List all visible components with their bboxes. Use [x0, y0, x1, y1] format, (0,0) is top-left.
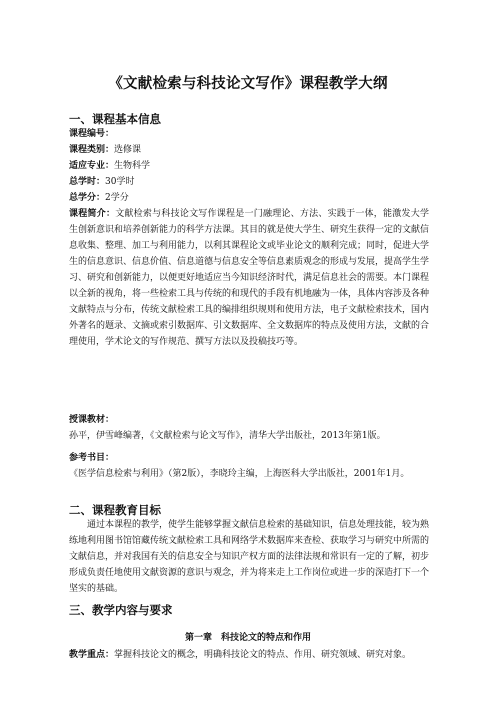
course-intro-text: 文献检索与科技论文写作课程是一门融理论、方法、实践于一体，能激发大学生创新意识和培养创新能力的科学方法课。其目的就是使大学生、研究生获得一定的文献信息收集、整理、加工与利用能力，以利其课程论文或毕业论文的顺利完成；同时，促进大学生的信息意识、信息价值、信息道德与信息安全等信息素质观念的形成与发展，提高学生学习、研究和创新能力，以便更好地适应当今知识经济时代，满足信息社会的需要。本门课程以全新的视角，将一些检索工具与传统的和现代的手段有机地融为一体，具体内容涉及各种文献特点与分布，传统文献检索工具的编排组织规则和使用方法，电子文献检索技术，国内外著名的题录、文摘或索引数据库、引文数据库、全文数据库的特点及使用方法，文献的合理使用，学术论文的写作规范、撰写方法以及投稿技巧等。: [69, 209, 430, 347]
section-heading-basic-info: 一、课程基本信息: [69, 112, 161, 126]
objectives-text: 通过本课程的教学，使学生能够掌握文献信息检索的基础知识，信息处理技能，较为熟练地利用图书馆馆藏传统文献检索工具和网络学术数据库来查检、获取学习与研究中所需的文献信息，并对我国有关的信息安全与知识产权方面的法律法规和常识有一定的了解，初步形成负责任地使用文献资源的意识与观念，并为将来走上工作岗位或进一步的深造打下一个坚实的基础。: [69, 520, 430, 594]
section-heading-objectives: 二、课程教育目标: [69, 503, 161, 517]
reference-label: 参考书目：: [69, 453, 115, 463]
major-line: [69, 158, 150, 174]
document-title: 《文献检索与科技论文写作》课程教学大纲: [108, 76, 388, 92]
course-code-label: 课程编号：: [69, 129, 115, 139]
course-type-label: 课程类别：: [69, 145, 115, 155]
hours-label: 总学时：: [69, 177, 106, 187]
chapter-title: 第一章 科技论文的特点和作用: [184, 633, 311, 643]
textbook-label: 授课教材：: [69, 415, 115, 425]
teaching-key-text: 掌握科技论文的概念，明确科技论文的特点、作用、研究领域、研究对象。: [114, 650, 412, 660]
course-intro: [69, 206, 429, 350]
textbook-text: 孙平，伊雪峰编著，《文献检索与论文写作》，清华大学出版社，2013年第1版。: [69, 431, 386, 441]
course-type-line: [69, 142, 141, 158]
course-code-line: [69, 126, 114, 142]
reference-label-line: [69, 450, 114, 466]
credits-label: 总学分：: [69, 193, 106, 203]
section-heading-content: 三、教学内容与要求: [69, 603, 173, 617]
course-type-value: 选修课: [114, 145, 142, 155]
credits-value: 2学分: [105, 193, 129, 203]
course-intro-label: 课程简介：: [69, 209, 116, 219]
hours-line: [69, 174, 134, 190]
credits-line: [69, 190, 129, 206]
teaching-key: [69, 647, 429, 663]
teaching-key-label: 教学重点：: [69, 650, 115, 660]
reference-text: 《医学信息检索与利用》（第2版），李晓玲主编，上海医科大学出版社，2001年1月。: [69, 469, 410, 479]
major-label: 适应专业：: [69, 161, 115, 171]
major-value: 生物科学: [114, 161, 151, 171]
hours-value: 30学时: [105, 177, 135, 187]
textbook-label-line: [69, 412, 114, 428]
